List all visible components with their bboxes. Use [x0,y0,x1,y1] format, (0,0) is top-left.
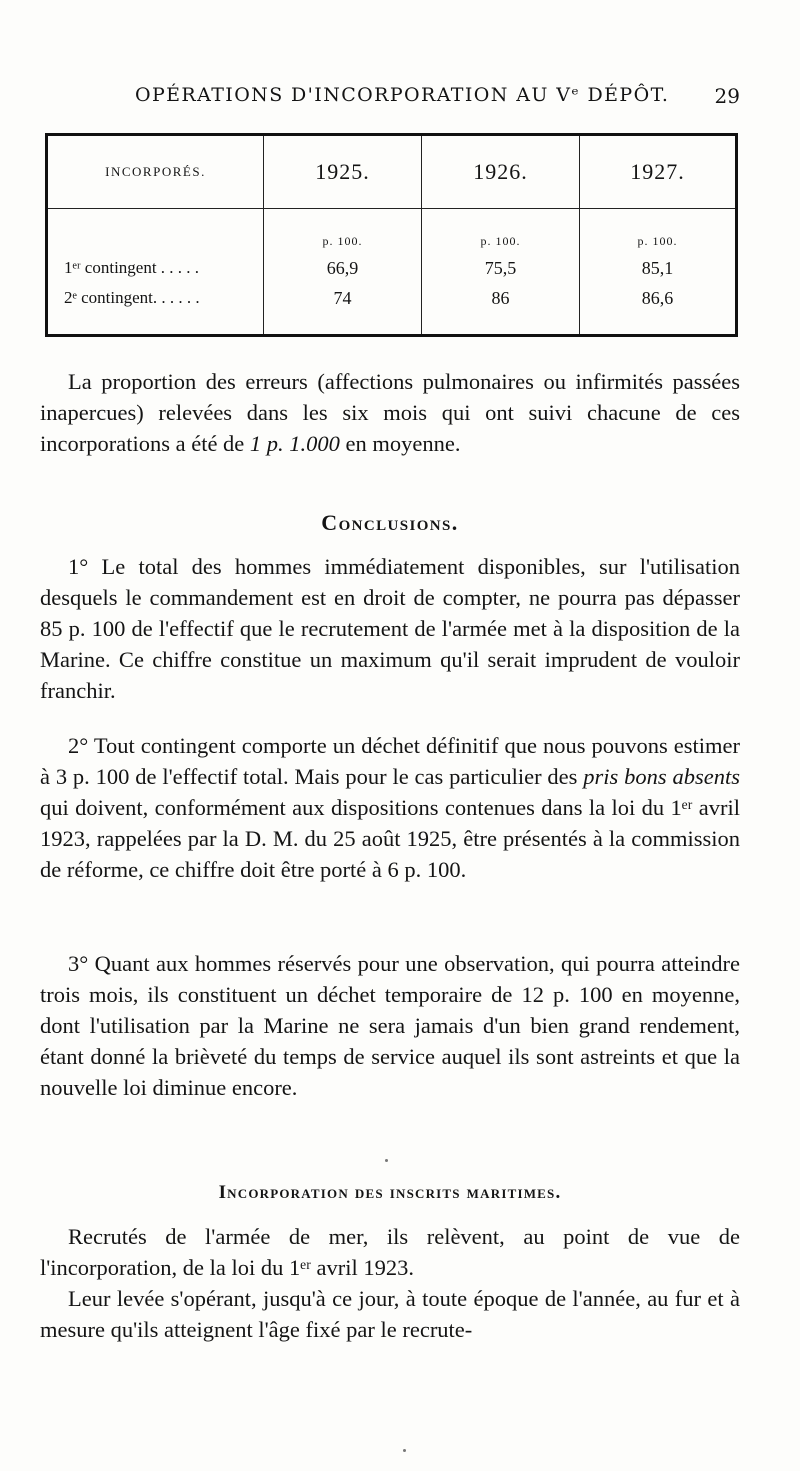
unit-cell-empty [47,209,264,254]
table-cell: 66,9 [264,253,422,283]
conclusion-paragraph-3: 3° Quant aux hommes réservés pour une observation, qui pourra atteindre trois mois, ils constituent un déchet temporaire de 12 p. 100 en moyenne, dont l'utilisation par la Marine ne sera jamais d'un bien grand rendement, étant donné la brièveté du temps de service auquel ils sont astreints et que la nouvelle loi diminue encore. [40,951,740,1100]
table-cell: 86,6 [580,283,737,313]
page-number: 29 [714,84,740,108]
ink-speck [403,1449,406,1452]
header-title: OPÉRATIONS D'INCORPORATION AU Vᵉ DÉPÔT. [135,84,670,106]
unit-cell: p. 100. [422,209,580,254]
conclusion-paragraph-2 [40,730,740,885]
table-row [47,253,737,283]
intro-ratio: 1 p. 1.000 [249,431,340,456]
unit-cell: p. 100. [580,209,737,254]
intro-text: La proportion des erreurs (affections pulmonaires ou infirmités passées inapercues) relevées dans les six mois qui ont suivi chacune de ces incorporations a été de [40,369,740,456]
incorporation-table [45,133,738,337]
ink-speck [385,1159,388,1162]
inscrits-paragraph-2: Leur levée s'opérant, jusqu'à ce jour, à toute époque de l'année, au fur et à mesure qu'ils atteignent l'âge fixé par le recrute- [40,1286,740,1342]
table-cell: 86 [422,283,580,313]
column-header-1925: 1925. [264,135,422,209]
unit-row [47,209,737,254]
conclusion-2-italic: pris bons absents [583,764,740,789]
inscrits-heading: Incorporation des inscrits maritimes. [218,1182,562,1203]
unit-cell: p. 100. [264,209,422,254]
table-header-row [47,135,737,209]
conclusion-2-text: 2° Tout contingent comporte un déchet définitif que nous pouvons estimer à 3 p. 100 de l'effectif total. Mais pour le cas particulier des [40,733,740,789]
table-spacer-row [47,313,737,336]
row-label: 2ᵉ contingent. . . . . . [64,288,200,307]
column-header-1926: 1926. [422,135,580,209]
column-header-incorpores: INCORPORÉS. [47,135,264,209]
table-cell: 85,1 [580,253,737,283]
running-header [40,84,740,112]
conclusions-heading: Conclusions. [321,510,459,535]
intro-paragraph [40,366,740,459]
table-cell: 74 [264,283,422,313]
table-row [47,283,737,313]
inscrits-paragraph-1: Recrutés de l'armée de mer, ils relèvent, au point de vue de l'incorporation, de la loi du 1ᵉʳ avril 1923. [40,1224,740,1280]
table-cell: 75,5 [422,253,580,283]
conclusion-paragraph-1: 1° Le total des hommes immédiatement disponibles, sur l'utilisation desquels le commandement est en droit de compter, ne pourra pas dépasser 85 p. 100 de l'effectif que le recrutement de l'armée met à la disposition de la Marine. Ce chiffre constitue un maximum qu'il serait imprudent de vouloir franchir. [40,554,740,703]
conclusion-2-text-end: qui doivent, conformément aux dispositions contenues dans la loi du 1ᵉʳ avril 1923, rappelées par la D. M. du 25 août 1925, être présentés à la commission de réforme, ce chiffre doit être porté à 6 p. 100. [40,795,740,882]
intro-text-end: en moyenne. [339,431,461,456]
column-header-1927: 1927. [580,135,737,209]
row-label: 1ᵉʳ contingent . . . . . [64,258,200,277]
